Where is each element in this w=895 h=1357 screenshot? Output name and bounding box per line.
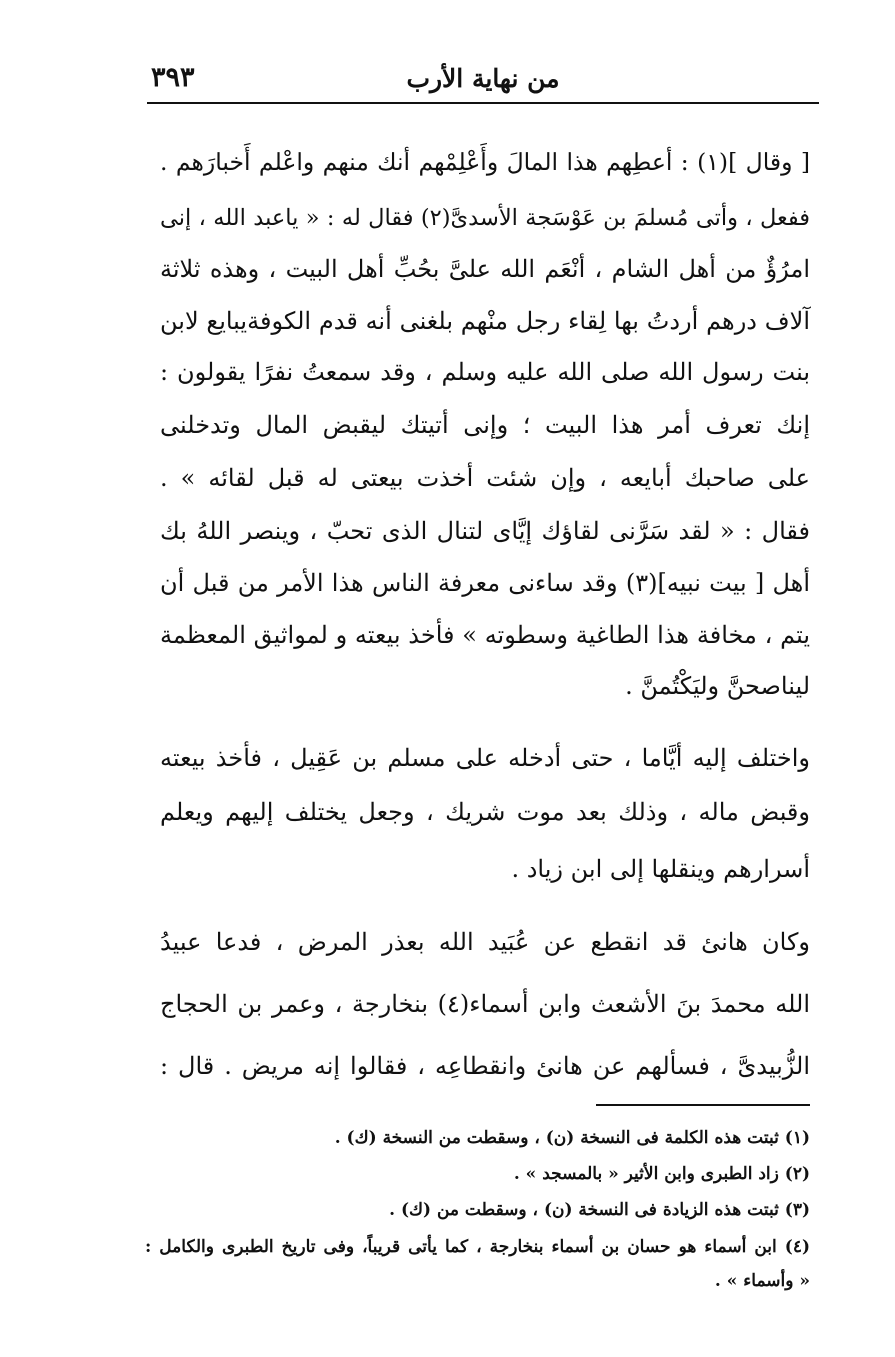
text-line: ففعل ، وأتى مُسلمَ بن عَوْسَجة الأسدىَّ(٢) فقال له : « ياعبد الله ، إنى: [160, 205, 810, 231]
footnote: (٣) ثبتت هذه الزيادة فى النسخة (ن) ، وسقطت من (ك) .: [389, 1200, 810, 1220]
text-line: واختلف إليه أيَّاما ، حتى أدخله على مسلم بن عَقِيل ، فأخذ بيعته: [160, 744, 810, 772]
text-line: امرُؤٌ من أهل الشام ، أنْعَم الله علىَّ بحُبِّ أهل البيت ، وهذه ثلاثة: [160, 255, 811, 283]
page-header: [147, 58, 819, 104]
text-line: الزُّبيدىَّ ، فسألهم عن هانئ وانقطاعِه ، فقالوا إنه مريض . قال :: [160, 1052, 810, 1080]
text-line: إنك تعرف أمر هذا البيت ؛ وإنى أتيتك ليقبض المال وتدخلنى: [160, 411, 810, 439]
text-line: الله محمدَ بنَ الأشعث وابن أسماء(٤) بنخارجة ، وعمر بن الحجاج: [160, 990, 810, 1018]
footnote-separator: [596, 1104, 810, 1106]
page-number: ٣٩٣: [151, 62, 195, 93]
text-line: آلاف درهم أردتُ بها لِقاء رجل منْهم بلغنى أنه قدم الكوفةيبايع لابن: [160, 307, 810, 335]
text-line: وقبض ماله ، وذلك بعد موت شريك ، وجعل يختلف إليهم ويعلم: [160, 798, 810, 826]
footnote: (٢) زاد الطبرى وابن الأثير « بالمسجد » .: [513, 1164, 810, 1184]
footnote: (٤) ابن أسماء هو حسان بن أسماء بنخارجة ، كما يأتى قريباً، وفى تاريخ الطبرى والكامل :: [145, 1237, 810, 1257]
text-line: بنت رسول الله صلى الله عليه وسلم ، وقد سمعتُ نفرًا يقولون :: [160, 358, 810, 386]
text-line: فقال : « لقد سَرَّنى لقاؤك إيَّاى لتنال الذى تحبّ ، وينصر اللهُ بك: [160, 517, 810, 545]
text-line: يتم ، مخافة هذا الطاغية وسطوته » فأخذ بيعته و لمواثيق المعظمة: [160, 621, 810, 649]
text-line: أسرارهم وينقلها إلى ابن زياد .: [511, 855, 810, 883]
text-line: أهل [ بيت نبيه](٣) وقد ساءنى معرفة الناس هذا الأمر من قبل أن: [160, 569, 810, 597]
text-line: على صاحبك أبايعه ، وإن شئت أخذت بيعتى له قبل لقائه » .: [160, 464, 810, 492]
footnote: (١) ثبتت هذه الكلمة فى النسخة (ن) ، وسقطت من النسخة (ك) .: [334, 1128, 810, 1148]
footnote: « وأسماء » .: [714, 1271, 810, 1291]
running-title: من نهاية الأرب: [406, 64, 560, 93]
text-line: وكان هانئ قد انقطع عن عُبَيد الله بعذر المرض ، فدعا عبيدُ: [160, 928, 810, 956]
text-line: ليناصحنَّ وليَكْتُمنَّ .: [625, 672, 810, 700]
text-line: [ وقال ](١) : أعطِهم هذا المالَ وأَعْلِمْهم أنك منهم واعْلم أَخبارَهم .: [160, 148, 811, 176]
